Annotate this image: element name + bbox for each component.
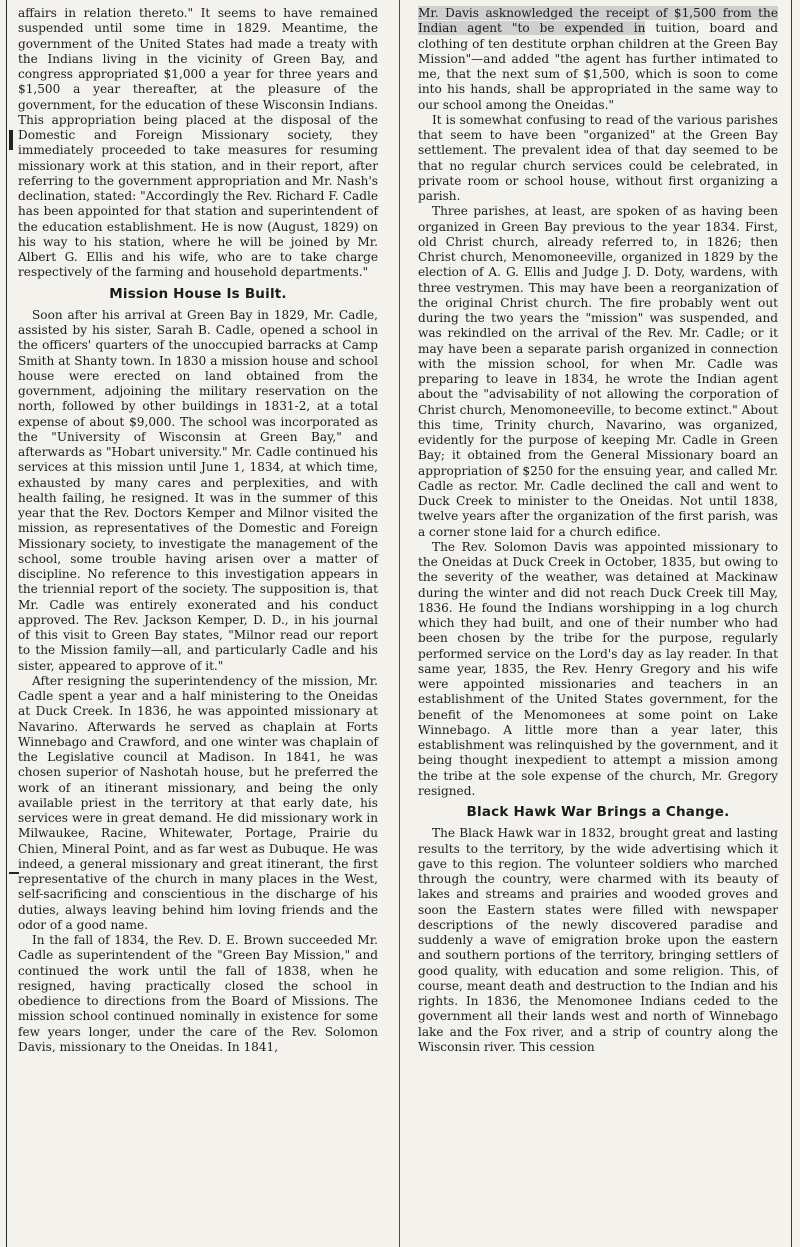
paragraph-text: tuition, board and clothing of ten destitute orphan children at the Green Bay Mission"—and added "the agent has further intimated to me, that the next sum of $1,500, which is soon to come into his hands, shall be appropriated in the same way to our school among the Oneidas." [418,21,778,112]
right-column [418,6,778,1055]
paragraph: affairs in relation thereto." It seems to have remained suspended until some time in 1829. Meantime, the government of the United States had made a treaty with the Indians living in the vicinity of Green Bay, and congress appropriated $1,000 a year for three years and $1,500 a year thereafter, at the pleasure of the government, for the education of these Wisconsin Indians. This appropriation being placed at the disposal of the Domestic and Foreign Missionary society, they immediately proceeded to take measures for resuming missionary work at this station, and in their report, after referring to the government appropriation and Mr. Nash's declination, stated: "Accordingly the Rev. Richard F. Cadle has been appointed for that station and superintendent of the education establishment. He is now (August, 1829) on his way to his station, where he will be joined by Mr. Albert G. Ellis and his wife, who are to take charge respectively of the farming and household departments." [18,6,378,280]
right-page-border [791,0,792,1247]
paragraph: Soon after his arrival at Green Bay in 1829, Mr. Cadle, assisted by his sister, Sarah B. Cadle, opened a school in the officers' quarters of the unoccupied barracks at Camp Smith at Shanty town. In 1830 a mission house and school house were erected on land obtained from the government, adjoining the military reservation on the north, followed by other buildings in 1831-2, at a total expense of about $9,000. The school was incorporated as the "University of Wisconsin at Green Bay," and afterwards as "Hobart university." Mr. Cadle continued his services at this mission until June 1, 1834, at which time, exhausted by many cares and perplexities, and with health failing, he resigned. It was in the summer of this year that the Rev. Doctors Kemper and Milnor visited the mission, as representatives of the Domestic and Foreign Missionary society, to investigate the management of the school, some trouble having arisen over a matter of discipline. No reference to this investigation appears in the triennial report of the society. The supposition is, that Mr. Cadle was entirely exonerated and his conduct approved. The Rev. Jackson Kemper, D. D., in his journal of this visit to Green Bay states, "Milnor read our report to the Mission family—all, and particularly Cadle and his sister, appeared to approve of it." [18,307,378,673]
margin-mark [9,130,13,150]
paragraph: Three parishes, at least, are spoken of as having been organized in Green Bay previous to the year 1834. First, old Christ church, already referred to, in 1826; then Christ church, Menomoneeville, organized in 1829 by the election of A. G. Ellis and Judge J. D. Doty, wardens, with three vestrymen. This may have been a reorganization of the original Christ church. The fire probably went out during the two years the "mission" was suspended, and was rekindled on the arrival of the Rev. Mr. Cadle; or it may have been a separate parish organized in connection with the mission school, for when Mr. Cadle was preparing to leave in 1834, he wrote the Indian agent about the "advisability of not allowing the corporation of Christ church, Menomoneeville, to become extinct." About this time, Trinity church, Navarino, was organized, evidently for the purpose of keeping Mr. Cadle in Green Bay; it obtained from the General Missionary board an appropriation of $250 for the ensuing year, and called Mr. Cadle as rector. Mr. Cadle declined the call and went to Duck Creek to minister to the Oneidas. Not until 1838, twelve years after the organization of the first parish, was a corner stone laid for a church edifice. [418,204,778,539]
section-heading: Mission House Is Built. [109,285,287,302]
section-heading: Black Hawk War Brings a Change. [466,804,730,820]
paragraph: In the fall of 1834, the Rev. D. E. Brown succeeded Mr. Cadle as superintendent of the "Green Bay Mission," and continued the work until the fall of 1838, when he resigned, having practically closed the school in obedience to directions from the Board of Missions. The mission school continued nominally in existence for some few years longer, under the care of the Rev. Solomon Davis, missionary to the Oneidas. In 1841, [18,933,378,1054]
paragraph: The Black Hawk war in 1832, brought great and lasting results to the territory, by the wide advertising which it gave to this region. The volunteer soldiers who marched through the country, were charmed with its beauty of lakes and streams and prairies and wooded groves and soon the Eastern states were filled with newspaper descriptions of the newly discovered paradise and suddenly a wave of emigration broke upon the eastern and southern portions of the territory, bringing settlers of good quality, with education and some religion. This, of course, meant death and destruction to the Indian and his rights. In 1836, the Menomonee Indians ceded to the government all their lands west and north of Winnebago lake and the Fox river, and a strip of country along the Wisconsin river. This cession [418,826,778,1054]
paragraph [418,6,778,113]
paragraph: The Rev. Solomon Davis was appointed missionary to the Oneidas at Duck Creek in October, 1835, but owing to the severity of the weather, was detained at Mackinaw during the winter and did not reach Duck Creek till May, 1836. He found the Indians worshipping in a log church which they had built, and one of their number who had been chosen by the tribe for the purpose, regularly performed service on the Lord's day as lay reader. In that same year, 1835, the Rev. Henry Gregory and his wife were appointed missionaries and teachers in an establishment of the United States government, for the benefit of the Menomonees at some point on Lake Winnebago. A little more than a year later, this establishment was relinquished by the government, and it being thought inexpedient to attempt a mission among the tribe at the sole expense of the church, Mr. Gregory resigned. [418,539,778,798]
highlighted-text: Mr. Davis asknowledged the receipt of $1,500 from the Indian agent "to be expended in [418,6,778,36]
paragraph: After resigning the superintendency of the mission, Mr. Cadle spent a year and a half ministering to the Oneidas at Duck Creek. In 1836, he was appointed missionary at Navarino. Afterwards he served as chaplain at Forts Winnebago and Crawford, and one winter was chaplain of the Legislative council at Madison. In 1841, he was chosen superior of Nashotah house, but he preferred the work of an itinerant missionary, and being the only available priest in the territory at that early date, his services were in great demand. He did missionary work in Milwaukee, Racine, Whitewater, Portage, Prairie du Chien, Mineral Point, and as far west as Dubuque. He was indeed, a general missionary and great itinerant, the first representative of the church in many places in the West, self-sacrificing and conscientious in the discharge of his duties, always leaving behind him loving friends and the odor of a good name. [18,673,378,932]
left-page-border [6,0,7,1247]
column-divider [399,0,400,1247]
paragraph: It is somewhat confusing to read of the various parishes that seem to have been "organized" at the Green Bay settlement. The prevalent idea of that day seemed to be that no regular church services could be celebrated, in private room or school house, without first organizing a parish. [418,112,778,203]
left-column [18,6,378,1055]
